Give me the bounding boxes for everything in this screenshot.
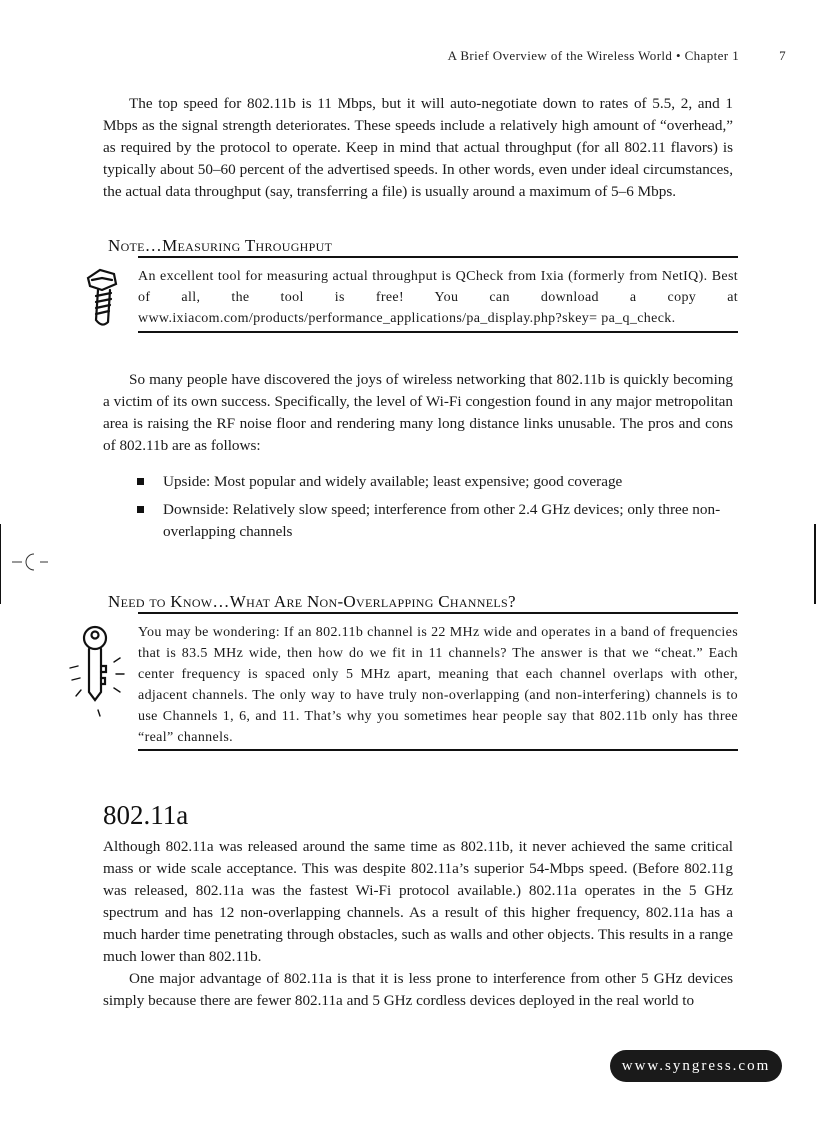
congestion-section bbox=[103, 369, 733, 457]
section-heading: 802.11a bbox=[103, 800, 189, 830]
key-icon bbox=[68, 622, 126, 722]
list-item-text: Downside: Relatively slow speed; interference from other 2.4 GHz devices; only three non-overlapping channels bbox=[163, 501, 721, 540]
need-to-know-top-rule bbox=[138, 612, 738, 614]
intro-paragraph: The top speed for 802.11b is 11 Mbps, but it will auto-negotiate down to rates of 5.5, 2, and 1 Mbps as the signal strength deteriorates. These speeds include a relatively high amount of “overhead,” as required by the protocol to operate. Keep in mind that actual throughput (for all 802.11 flavors) is typically about 50–60 percent of the advertised speeds. In other words, even under ideal circumstances, the actual data throughput (say, transferring a file) is usually around a maximum of 5–6 Mbps. bbox=[103, 95, 733, 200]
note-bottom-rule bbox=[138, 331, 738, 333]
list-item-text: Upside: Most popular and widely available; least expensive; good coverage bbox=[163, 473, 623, 490]
pros-cons-list bbox=[137, 471, 733, 543]
congestion-paragraph: So many people have discovered the joys of wireless networking that 802.11b is quickly becoming a victim of its own success. Specifically, the level of Wi-Fi congestion found in any major metropolitan area is raising the RF noise floor and rendering many long distance links unusable. The pros and cons of 802.11b are as follows: bbox=[103, 371, 733, 454]
section-80211a-body bbox=[103, 836, 733, 1012]
note-title: Note…Measuring Throughput bbox=[108, 236, 333, 255]
page-number: 7 bbox=[779, 48, 786, 63]
section-paragraph-1: Although 802.11a was released around the same time as 802.11b, it never achieved the same critical mass or wide scale acceptance. This was despite 802.11a’s superior 54-Mbps speed. (Before 802.11g was released, 802.11a was the fastest Wi-Fi protocol available.) 802.11a operates in the 5 GHz spectrum and has 12 non-overlapping channels. As a result of this higher frequency, 802.11a has a much harder time penetrating through obstacles, such as walls and other objects. This results in a range much lower than 802.11b. bbox=[103, 838, 733, 965]
need-to-know-text: You may be wondering: If an 802.11b channel is 22 MHz wide and operates in a band of frequencies that is 83.5 MHz wide, then how do we fit in 11 channels? The answer is that we “cheat.” Each center frequency is spaced only 5 MHz apart, meaning that each channel overlaps with other, adjacent channels. The only way to have truly non-overlapping (and non-interfering) channels is to use Channels 1, 6, and 11. That’s why you sometimes hear people say that 802.11b only has three “real” channels. bbox=[138, 625, 738, 745]
intro-section bbox=[103, 93, 733, 203]
footer-url-badge: www.syngress.com bbox=[610, 1050, 782, 1082]
need-to-know-title: Need to Know…What Are Non-Overlapping Channels? bbox=[108, 592, 516, 611]
need-to-know-bottom-rule bbox=[138, 749, 738, 751]
section-paragraph-2: One major advantage of 802.11a is that it is less prone to interference from other 5 GHz devices simply because there are fewer 802.11a and 5 GHz cordless devices deployed in the real world to bbox=[103, 970, 733, 1009]
registration-mark bbox=[0, 524, 52, 604]
running-header bbox=[448, 48, 786, 64]
running-title: A Brief Overview of the Wireless World • Chapter 1 bbox=[447, 48, 740, 63]
list-item bbox=[137, 499, 733, 543]
list-item bbox=[137, 471, 733, 493]
screw-icon bbox=[84, 266, 124, 332]
note-top-rule bbox=[138, 256, 738, 258]
note-text: An excellent tool for measuring actual throughput is QCheck from Ixia (formerly from NetIQ). Best of all, the tool is free! You can download a copy at www.ixiacom.com/products/performance_applications/pa_display.php?skey= pa_q_check. bbox=[138, 269, 738, 326]
bullet-icon bbox=[137, 478, 144, 485]
bullet-icon bbox=[137, 506, 144, 513]
